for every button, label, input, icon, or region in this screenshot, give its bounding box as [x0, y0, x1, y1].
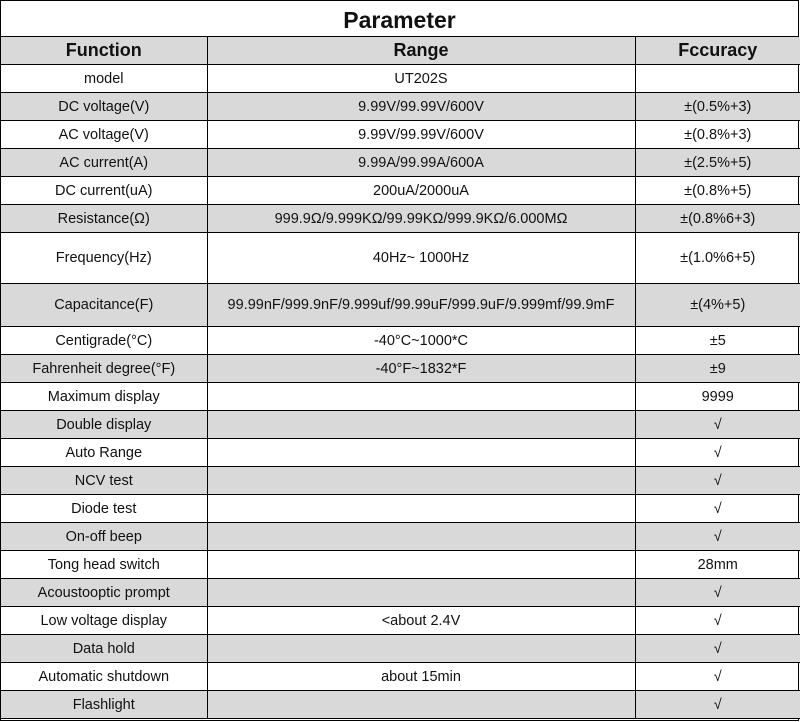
parameter-table	[1, 37, 800, 719]
function-cell: DC current(uA)	[1, 177, 207, 205]
range-cell	[207, 411, 635, 439]
range-cell: <about 2.4V	[207, 607, 635, 635]
table-row	[1, 93, 800, 121]
table-row	[1, 355, 800, 383]
header-accuracy: Fccuracy	[635, 37, 800, 65]
accuracy-cell	[635, 65, 800, 93]
table-row	[1, 327, 800, 355]
range-cell	[207, 551, 635, 579]
table-row	[1, 205, 800, 233]
accuracy-cell: √	[635, 607, 800, 635]
function-cell: AC voltage(V)	[1, 121, 207, 149]
table-row	[1, 284, 800, 327]
function-cell: Maximum display	[1, 383, 207, 411]
range-cell	[207, 495, 635, 523]
range-cell: -40°C~1000*C	[207, 327, 635, 355]
accuracy-cell: √	[635, 579, 800, 607]
accuracy-cell: √	[635, 663, 800, 691]
table-row	[1, 149, 800, 177]
range-cell	[207, 467, 635, 495]
function-cell: Fahrenheit degree(°F)	[1, 355, 207, 383]
accuracy-cell: √	[635, 691, 800, 719]
accuracy-cell: √	[635, 411, 800, 439]
table-title: Parameter	[1, 1, 798, 37]
function-cell: Flashlight	[1, 691, 207, 719]
table-row	[1, 579, 800, 607]
range-cell: 99.99nF/999.9nF/9.999uf/99.99uF/999.9uF/9.999mf/99.9mF	[207, 284, 635, 327]
accuracy-cell: √	[635, 523, 800, 551]
function-cell: Automatic shutdown	[1, 663, 207, 691]
accuracy-cell: ±(4%+5)	[635, 284, 800, 327]
table-row	[1, 411, 800, 439]
function-cell: Centigrade(°C)	[1, 327, 207, 355]
range-cell: about 15min	[207, 663, 635, 691]
range-cell	[207, 635, 635, 663]
function-cell: Acoustooptic prompt	[1, 579, 207, 607]
range-cell	[207, 383, 635, 411]
range-cell: 9.99V/99.99V/600V	[207, 121, 635, 149]
accuracy-cell: √	[635, 635, 800, 663]
function-cell: NCV test	[1, 467, 207, 495]
table-row	[1, 523, 800, 551]
table-row	[1, 65, 800, 93]
range-cell	[207, 691, 635, 719]
function-cell: AC current(A)	[1, 149, 207, 177]
accuracy-cell: 28mm	[635, 551, 800, 579]
accuracy-cell: ±(0.8%+5)	[635, 177, 800, 205]
range-cell: 200uA/2000uA	[207, 177, 635, 205]
function-cell: Resistance(Ω)	[1, 205, 207, 233]
table-row	[1, 177, 800, 205]
function-cell: Frequency(Hz)	[1, 233, 207, 284]
range-cell: 9.99V/99.99V/600V	[207, 93, 635, 121]
accuracy-cell: ±9	[635, 355, 800, 383]
table-row	[1, 439, 800, 467]
table-row	[1, 467, 800, 495]
range-cell: UT202S	[207, 65, 635, 93]
function-cell: Capacitance(F)	[1, 284, 207, 327]
function-cell: Diode test	[1, 495, 207, 523]
accuracy-cell: ±(0.5%+3)	[635, 93, 800, 121]
range-cell: 999.9Ω/9.999KΩ/99.99KΩ/999.9KΩ/6.000MΩ	[207, 205, 635, 233]
table-row	[1, 495, 800, 523]
table-row	[1, 607, 800, 635]
accuracy-cell: ±5	[635, 327, 800, 355]
function-cell: Double display	[1, 411, 207, 439]
range-cell: 40Hz~ 1000Hz	[207, 233, 635, 284]
header-function: Function	[1, 37, 207, 65]
accuracy-cell: √	[635, 467, 800, 495]
table-row	[1, 233, 800, 284]
table-row	[1, 551, 800, 579]
range-cell	[207, 523, 635, 551]
accuracy-cell: ±(0.8%6+3)	[635, 205, 800, 233]
function-cell: DC voltage(V)	[1, 93, 207, 121]
range-cell	[207, 439, 635, 467]
accuracy-cell: ±(0.8%+3)	[635, 121, 800, 149]
header-range: Range	[207, 37, 635, 65]
table-row	[1, 383, 800, 411]
range-cell: 9.99A/99.99A/600A	[207, 149, 635, 177]
accuracy-cell: 9999	[635, 383, 800, 411]
accuracy-cell: √	[635, 439, 800, 467]
function-cell: Low voltage display	[1, 607, 207, 635]
table-row	[1, 121, 800, 149]
range-cell: -40°F~1832*F	[207, 355, 635, 383]
function-cell: model	[1, 65, 207, 93]
table-row	[1, 635, 800, 663]
table-row	[1, 691, 800, 719]
function-cell: On-off beep	[1, 523, 207, 551]
accuracy-cell: √	[635, 495, 800, 523]
accuracy-cell: ±(2.5%+5)	[635, 149, 800, 177]
function-cell: Data hold	[1, 635, 207, 663]
function-cell: Auto Range	[1, 439, 207, 467]
table-row	[1, 663, 800, 691]
function-cell: Tong head switch	[1, 551, 207, 579]
range-cell	[207, 579, 635, 607]
accuracy-cell: ±(1.0%6+5)	[635, 233, 800, 284]
